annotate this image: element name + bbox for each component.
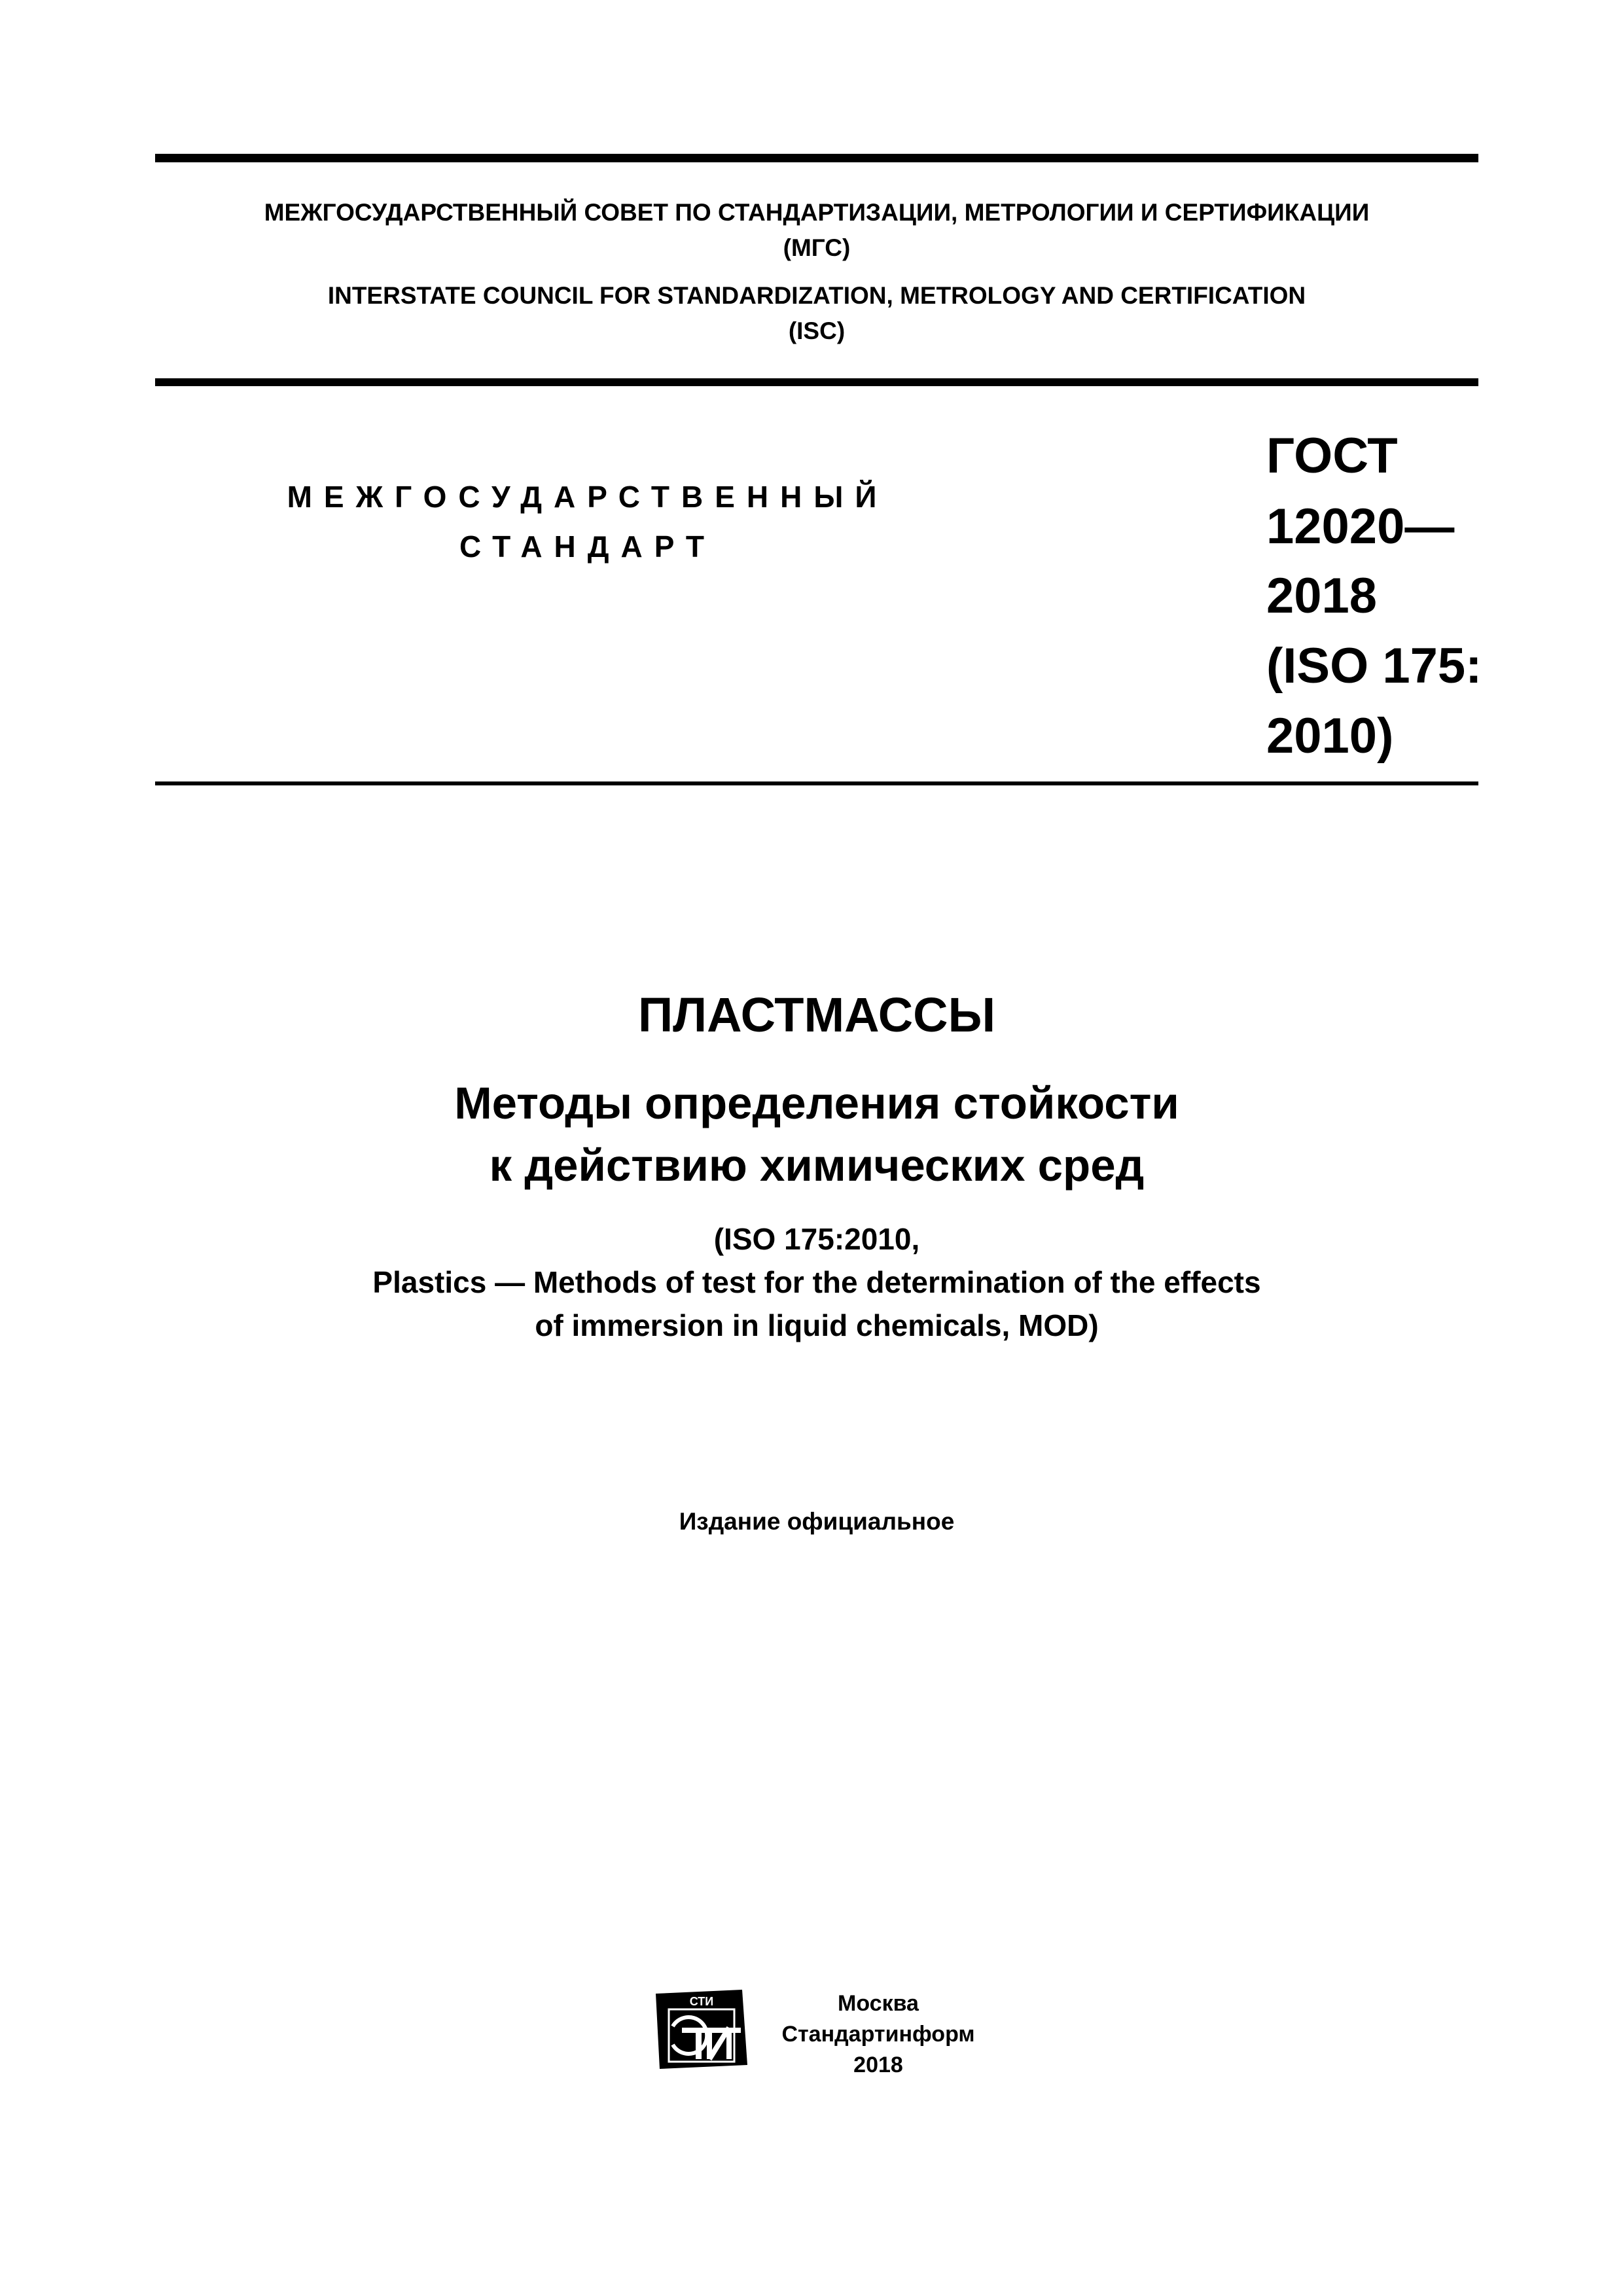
designation-line-1: ГОСТ — [1266, 428, 1398, 484]
publisher-name: Стандартинформ — [781, 2022, 975, 2047]
iso-reference-line-3: of immersion in liquid chemicals, MOD) — [535, 1308, 1099, 1342]
header-divider — [155, 378, 1478, 386]
designation-divider — [155, 781, 1478, 785]
standartinform-logo-icon — [656, 1990, 747, 2069]
designation-line-5: 2010) — [1266, 708, 1394, 764]
designation-line-4: (ISO 175: — [1266, 638, 1482, 694]
top-divider — [155, 154, 1478, 162]
council-name-en: INTERSTATE COUNCIL FOR STANDARDIZATION, METROLOGY AND CERTIFICATION — [327, 282, 1306, 309]
iso-reference-line-2: Plastics — Methods of test for the determination of the effects — [372, 1265, 1261, 1299]
iso-reference-line-1: (ISO 175:2010, — [713, 1222, 920, 1256]
council-name-ru: МЕЖГОСУДАРСТВЕННЫЙ СОВЕТ ПО СТАНДАРТИЗАЦИИ, МЕТРОЛОГИИ И СЕРТИФИКАЦИИ — [264, 199, 1370, 226]
standard-type-line-1: МЕЖГОСУДАРСТВЕННЫЙ — [287, 480, 889, 514]
council-abbr-ru: (МГС) — [783, 234, 851, 261]
document-subtitle-line-2: к действию химических сред — [489, 1140, 1145, 1191]
designation-line-2: 12020— — [1266, 499, 1455, 554]
logo-text: СТИ — [689, 1995, 714, 2008]
standard-type-line-2: СТАНДАРТ — [459, 529, 716, 564]
document-subtitle-line-1: Методы определения стойкости — [454, 1078, 1179, 1128]
edition-label: Издание официальное — [679, 1508, 955, 1535]
designation-line-3: 2018 — [1266, 568, 1378, 624]
council-abbr-en: (ISC) — [788, 317, 846, 344]
publisher-city: Москва — [838, 1991, 919, 2016]
publication-year: 2018 — [853, 2053, 903, 2077]
document-title: ПЛАСТМАССЫ — [637, 988, 996, 1042]
